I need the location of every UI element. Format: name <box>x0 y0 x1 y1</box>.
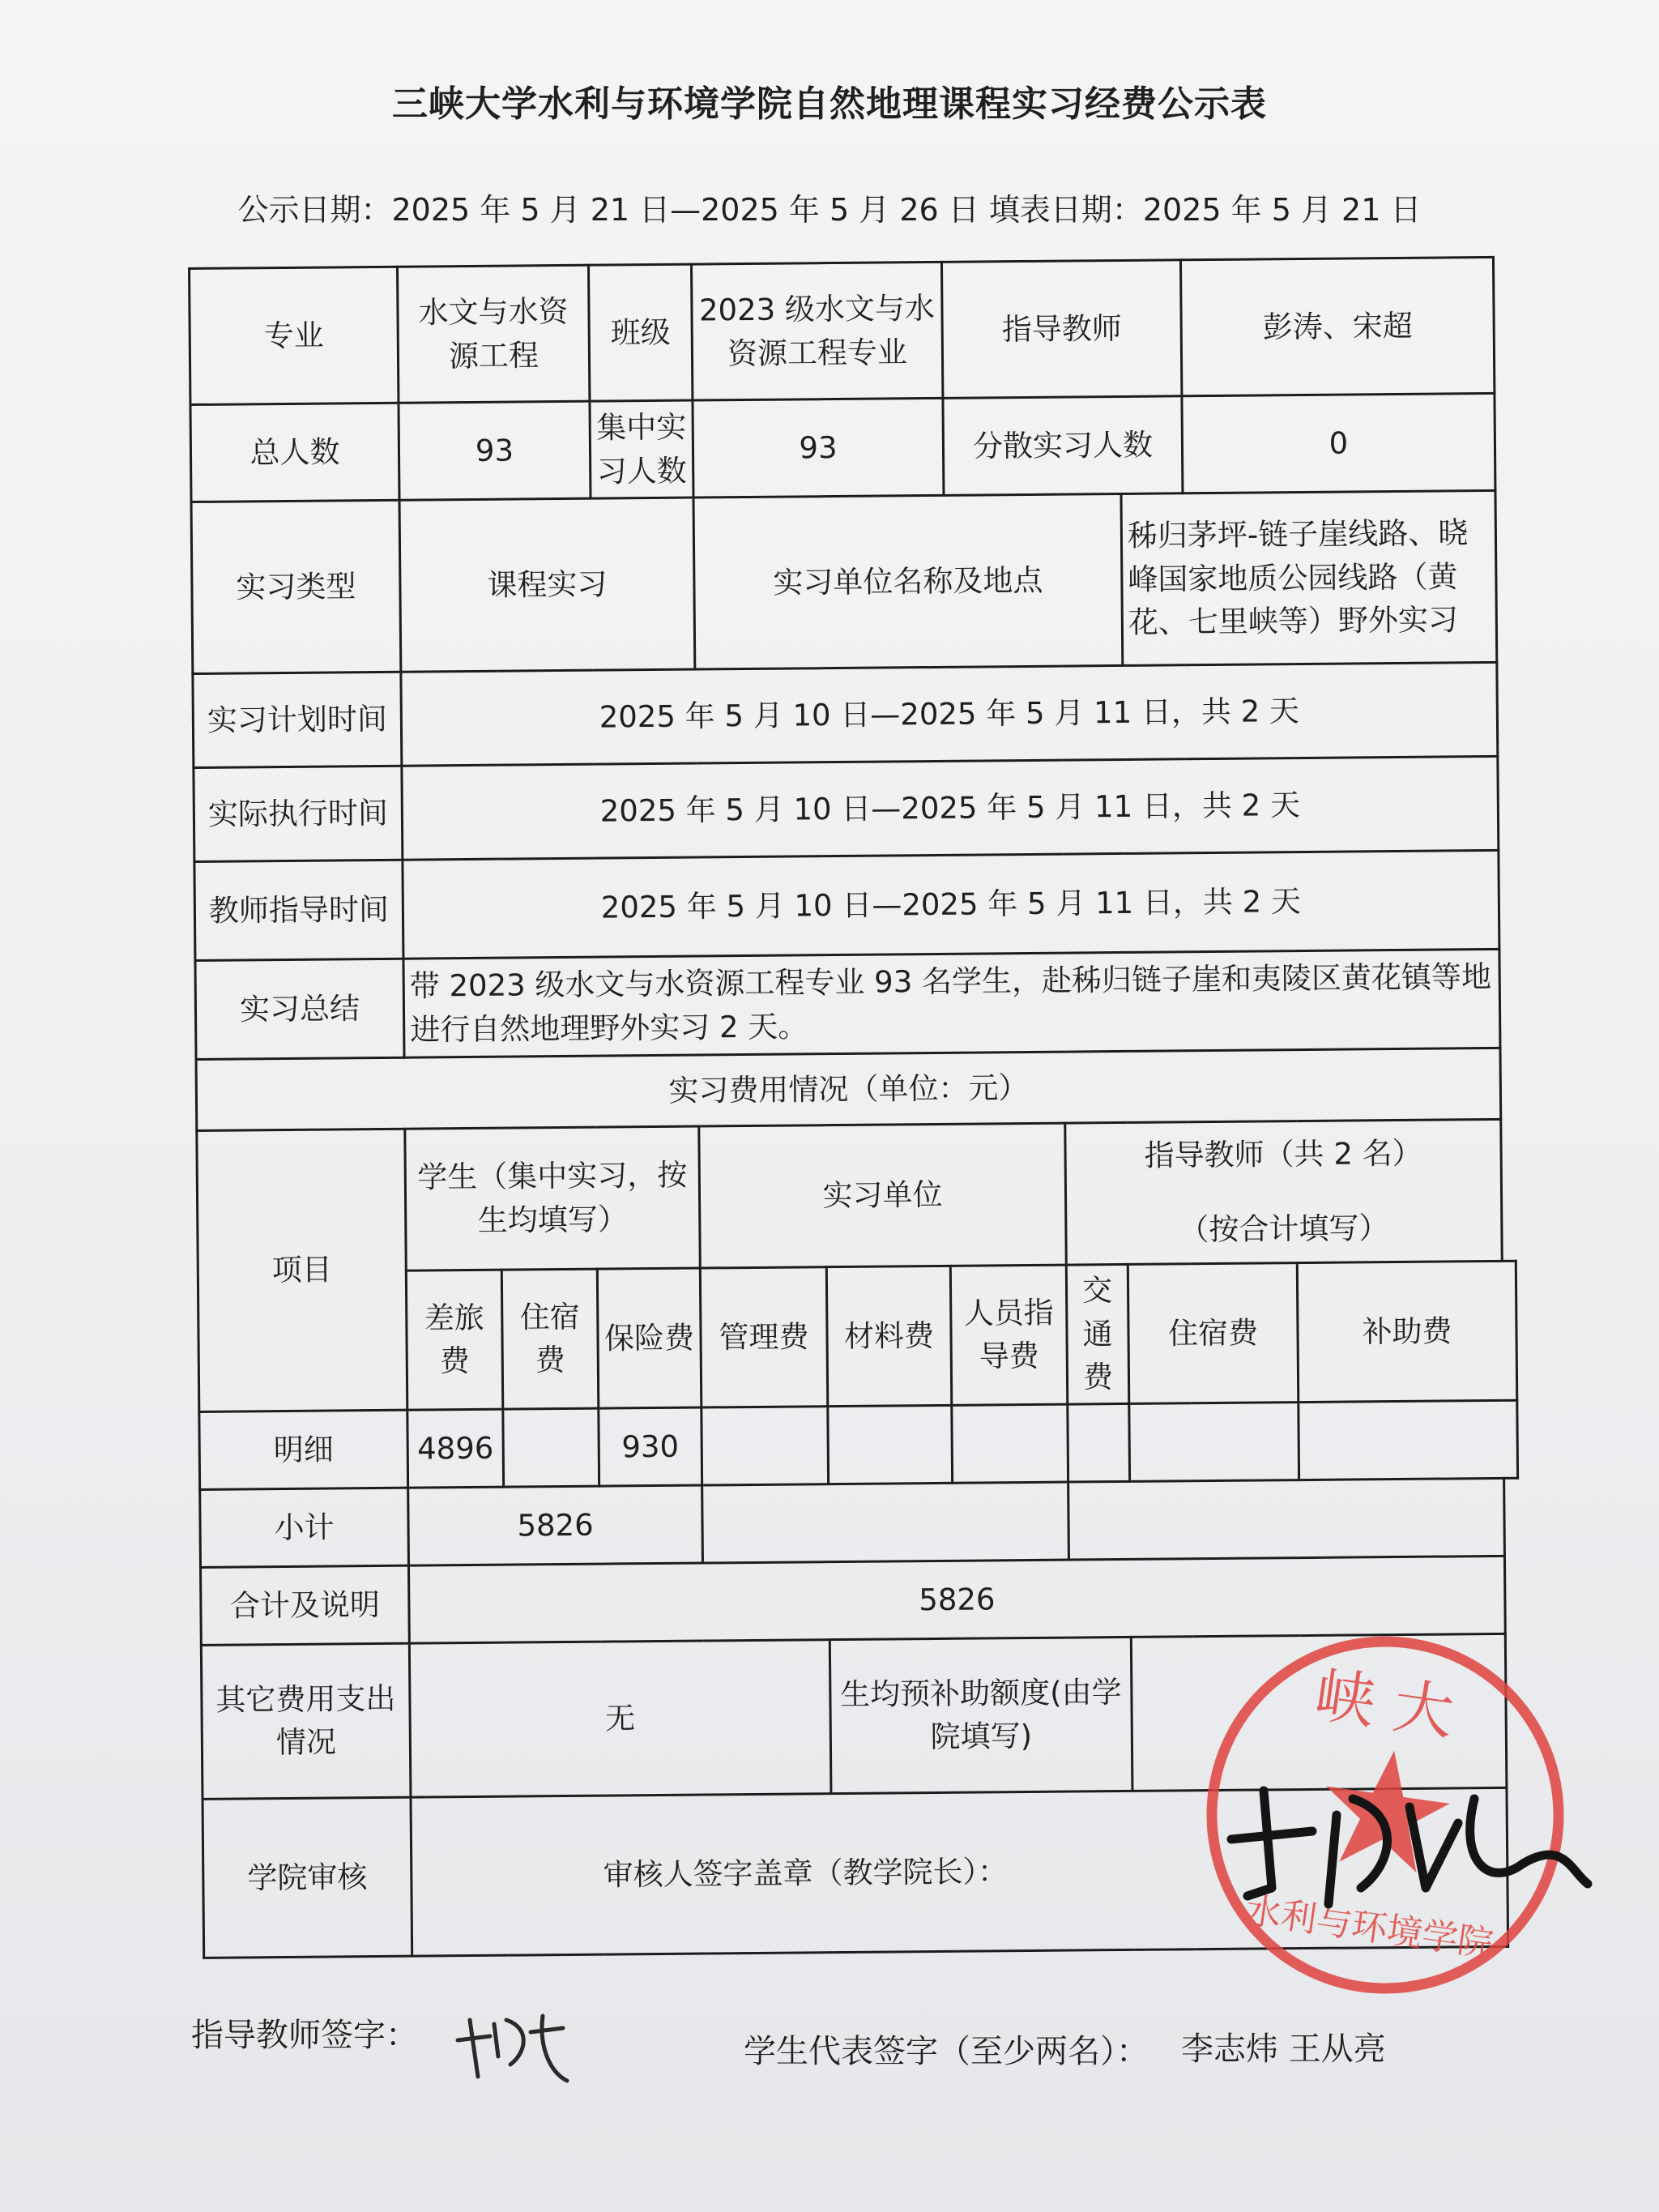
detail-management <box>702 1407 829 1485</box>
teacher-signature <box>450 2008 571 2089</box>
label-review: 学院审核 <box>203 1797 412 1958</box>
other-value: 无 <box>409 1640 831 1798</box>
subtotal-unit <box>702 1482 1069 1563</box>
detail-subsidy <box>1299 1400 1518 1480</box>
student-names: 李志炜 王从亮 <box>1181 2031 1386 2068</box>
detail-transport <box>1068 1403 1130 1482</box>
row-expense-header <box>196 1048 1515 1130</box>
row-count <box>190 393 1509 502</box>
col-travel: 差旅费 <box>406 1270 502 1410</box>
label-summary: 实习总结 <box>195 959 404 1059</box>
row-expense-groups <box>197 1119 1516 1272</box>
row-summary <box>195 949 1514 1059</box>
col-material: 材料费 <box>826 1266 951 1406</box>
scattered-value: 0 <box>1182 393 1495 493</box>
label-subtotal: 小计 <box>200 1488 409 1567</box>
dean-signature <box>1215 1766 1596 1920</box>
detail-lodging <box>503 1408 599 1487</box>
detail-travel: 4896 <box>407 1409 504 1488</box>
group-teacher <box>1065 1119 1503 1265</box>
row-subtotal <box>200 1478 1519 1567</box>
label-plan-time: 实习计划时间 <box>193 672 402 767</box>
detail-staff-guidance <box>952 1404 1068 1483</box>
col-insurance: 保险费 <box>597 1268 701 1408</box>
label-actual-time: 实际执行时间 <box>194 766 403 861</box>
col-subsidy: 补助费 <box>1297 1261 1516 1402</box>
label-teacher: 指导教师 <box>941 260 1181 399</box>
plan-time-value: 2025 年 5 月 10 日—2025 年 5 月 11 日，共 2 天 <box>401 662 1498 766</box>
review-text: 审核人签字盖章（教学院长）： <box>603 1853 1009 1893</box>
group-student: 学生（集中实习，按生均填写） <box>405 1126 701 1270</box>
col-transport: 交通费 <box>1066 1264 1128 1404</box>
teacher-sign-label: 指导教师签字： <box>191 2017 418 2054</box>
label-major: 专业 <box>190 267 399 404</box>
col-lodging: 住宿费 <box>501 1269 598 1409</box>
detail-teacher-lodging <box>1129 1403 1299 1482</box>
col-teacher-lodging: 住宿费 <box>1128 1263 1299 1404</box>
row-type <box>191 490 1511 673</box>
row-plan-time <box>193 662 1512 767</box>
teachers-value: 彭涛、宋超 <box>1180 257 1494 395</box>
label-central: 集中实习人数 <box>590 400 693 498</box>
row-detail <box>199 1400 1518 1489</box>
seal-text-top: 峡 大 <box>1311 1660 1458 1749</box>
detail-insurance: 930 <box>599 1407 702 1486</box>
label-scattered: 分散实习人数 <box>943 396 1183 496</box>
label-total-people: 总人数 <box>190 403 399 502</box>
major-value: 水文与水资源工程 <box>398 265 590 403</box>
class-value: 2023 级水文与水资源工程专业 <box>691 262 942 400</box>
detail-material <box>828 1405 953 1484</box>
practice-type-value: 课程实习 <box>399 497 695 672</box>
label-guidance-time: 教师指导时间 <box>194 860 403 960</box>
col-staff-guidance: 人员指导费 <box>950 1265 1067 1405</box>
label-unit-location: 实习单位名称及地点 <box>693 493 1123 669</box>
group-teacher-line1: 指导教师（共 2 名） <box>1144 1136 1422 1174</box>
label-detail: 明细 <box>199 1410 408 1489</box>
group-teacher-line2: （按合计填写） <box>1179 1211 1389 1248</box>
total-people-value: 93 <box>399 401 591 500</box>
subtotal-student: 5826 <box>408 1485 703 1565</box>
student-sign-label: 学生代表签字（至少两名）： <box>744 2033 1149 2070</box>
central-value: 93 <box>693 398 944 497</box>
actual-time-value: 2025 年 5 月 10 日—2025 年 5 月 11 日，共 2 天 <box>402 756 1499 860</box>
label-practice-type: 实习类型 <box>191 500 401 673</box>
label-class: 班级 <box>588 264 692 401</box>
group-unit: 实习单位 <box>699 1123 1067 1268</box>
guidance-time-value: 2025 年 5 月 10 日—2025 年 5 月 11 日，共 2 天 <box>403 850 1499 959</box>
unit-location-value: 秭归茅坪-链子崖线路、晓峰国家地质公园线路（黄花、七里峡等）野外实习 <box>1121 490 1497 665</box>
seal-text-bottom: 水利与环境学院 <box>1243 1890 1496 1966</box>
label-total: 合计及说明 <box>201 1565 410 1645</box>
total-value: 5826 <box>408 1556 1505 1643</box>
document-title: 三峡大学水利与环境学院自然地理课程实习经费公示表 <box>392 83 1267 125</box>
summary-text: 带 2023 级水文与水资源工程专业 93 名学生，赴秭归链子崖和夷陵区黄花镇等地进行自然地理野外实习 2 天。 <box>403 949 1500 1057</box>
label-item: 项目 <box>197 1129 407 1411</box>
row-actual-time <box>194 756 1512 861</box>
subtotal-teacher <box>1068 1478 1505 1560</box>
label-other: 其它费用支出情况 <box>201 1643 411 1799</box>
expense-header: 实习费用情况（单位：元） <box>196 1048 1501 1130</box>
row-guidance-time <box>194 850 1513 960</box>
label-subsidy-quota: 生均预补助额度(由学院填写) <box>830 1637 1132 1793</box>
row-major <box>190 257 1508 404</box>
dates-line: 公示日期：2025 年 5 月 21 日—2025 年 5 月 26 日 填表日期：2025 年 5 月 21 日 <box>237 192 1422 228</box>
col-management: 管理费 <box>700 1267 827 1407</box>
